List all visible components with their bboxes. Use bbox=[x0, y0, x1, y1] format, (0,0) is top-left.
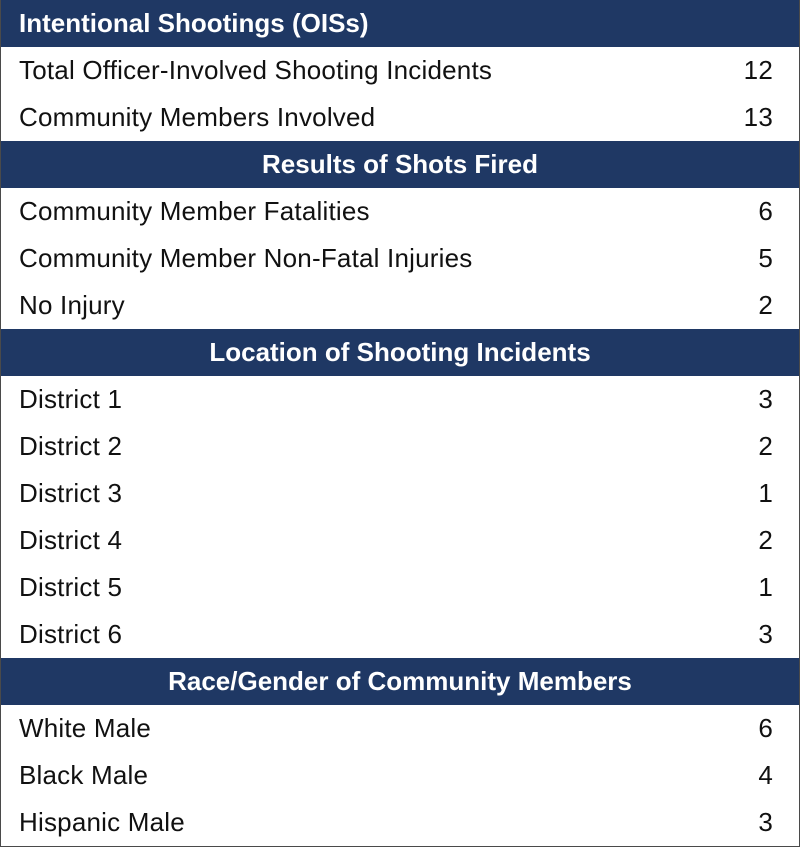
row-value: 13 bbox=[743, 102, 773, 132]
table-row bbox=[1, 517, 799, 564]
row-label: Total Officer-Involved Shooting Incidents bbox=[19, 55, 493, 85]
section-header-race-gender: Race/Gender of Community Members bbox=[1, 658, 799, 705]
table-row bbox=[1, 470, 799, 517]
row-label: Hispanic Male bbox=[19, 807, 185, 837]
row-value: 3 bbox=[758, 384, 773, 414]
row-label: Community Member Non-Fatal Injuries bbox=[19, 243, 473, 273]
table-row bbox=[1, 799, 799, 846]
row-label: District 6 bbox=[19, 619, 123, 649]
row-label: No Injury bbox=[19, 290, 125, 320]
table-row bbox=[1, 188, 799, 235]
table-row bbox=[1, 752, 799, 799]
row-value: 1 bbox=[758, 572, 773, 602]
row-value: 2 bbox=[758, 525, 773, 555]
row-label: District 4 bbox=[19, 525, 123, 555]
section-header-results-of-shots-fired: Results of Shots Fired bbox=[1, 141, 799, 188]
section-header-location-of-shooting-incidents: Location of Shooting Incidents bbox=[1, 329, 799, 376]
row-value: 3 bbox=[758, 807, 773, 837]
table-row bbox=[1, 564, 799, 611]
row-value: 6 bbox=[758, 196, 773, 226]
row-label: Community Member Fatalities bbox=[19, 196, 370, 226]
table-row bbox=[1, 705, 799, 752]
row-label: White Male bbox=[19, 713, 152, 743]
row-value: 4 bbox=[758, 760, 773, 790]
row-label: District 5 bbox=[19, 572, 123, 602]
row-value: 1 bbox=[758, 478, 773, 508]
table-row bbox=[1, 282, 799, 329]
table-row bbox=[1, 611, 799, 658]
row-value: 3 bbox=[758, 619, 773, 649]
row-label: District 3 bbox=[19, 478, 123, 508]
row-value: 2 bbox=[758, 431, 773, 461]
row-value: 12 bbox=[743, 55, 773, 85]
row-label: District 1 bbox=[19, 384, 123, 414]
row-value: 5 bbox=[758, 243, 773, 273]
row-label: District 2 bbox=[19, 431, 123, 461]
table-row bbox=[1, 376, 799, 423]
row-label: Black Male bbox=[19, 760, 149, 790]
section-header-intentional-shootings: Intentional Shootings (OISs) bbox=[1, 0, 799, 47]
table-row bbox=[1, 235, 799, 282]
row-label: Community Members Involved bbox=[19, 102, 376, 132]
row-value: 2 bbox=[758, 290, 773, 320]
table-row bbox=[1, 423, 799, 470]
row-value: 6 bbox=[758, 713, 773, 743]
table-row bbox=[1, 47, 799, 94]
table-row bbox=[1, 94, 799, 141]
